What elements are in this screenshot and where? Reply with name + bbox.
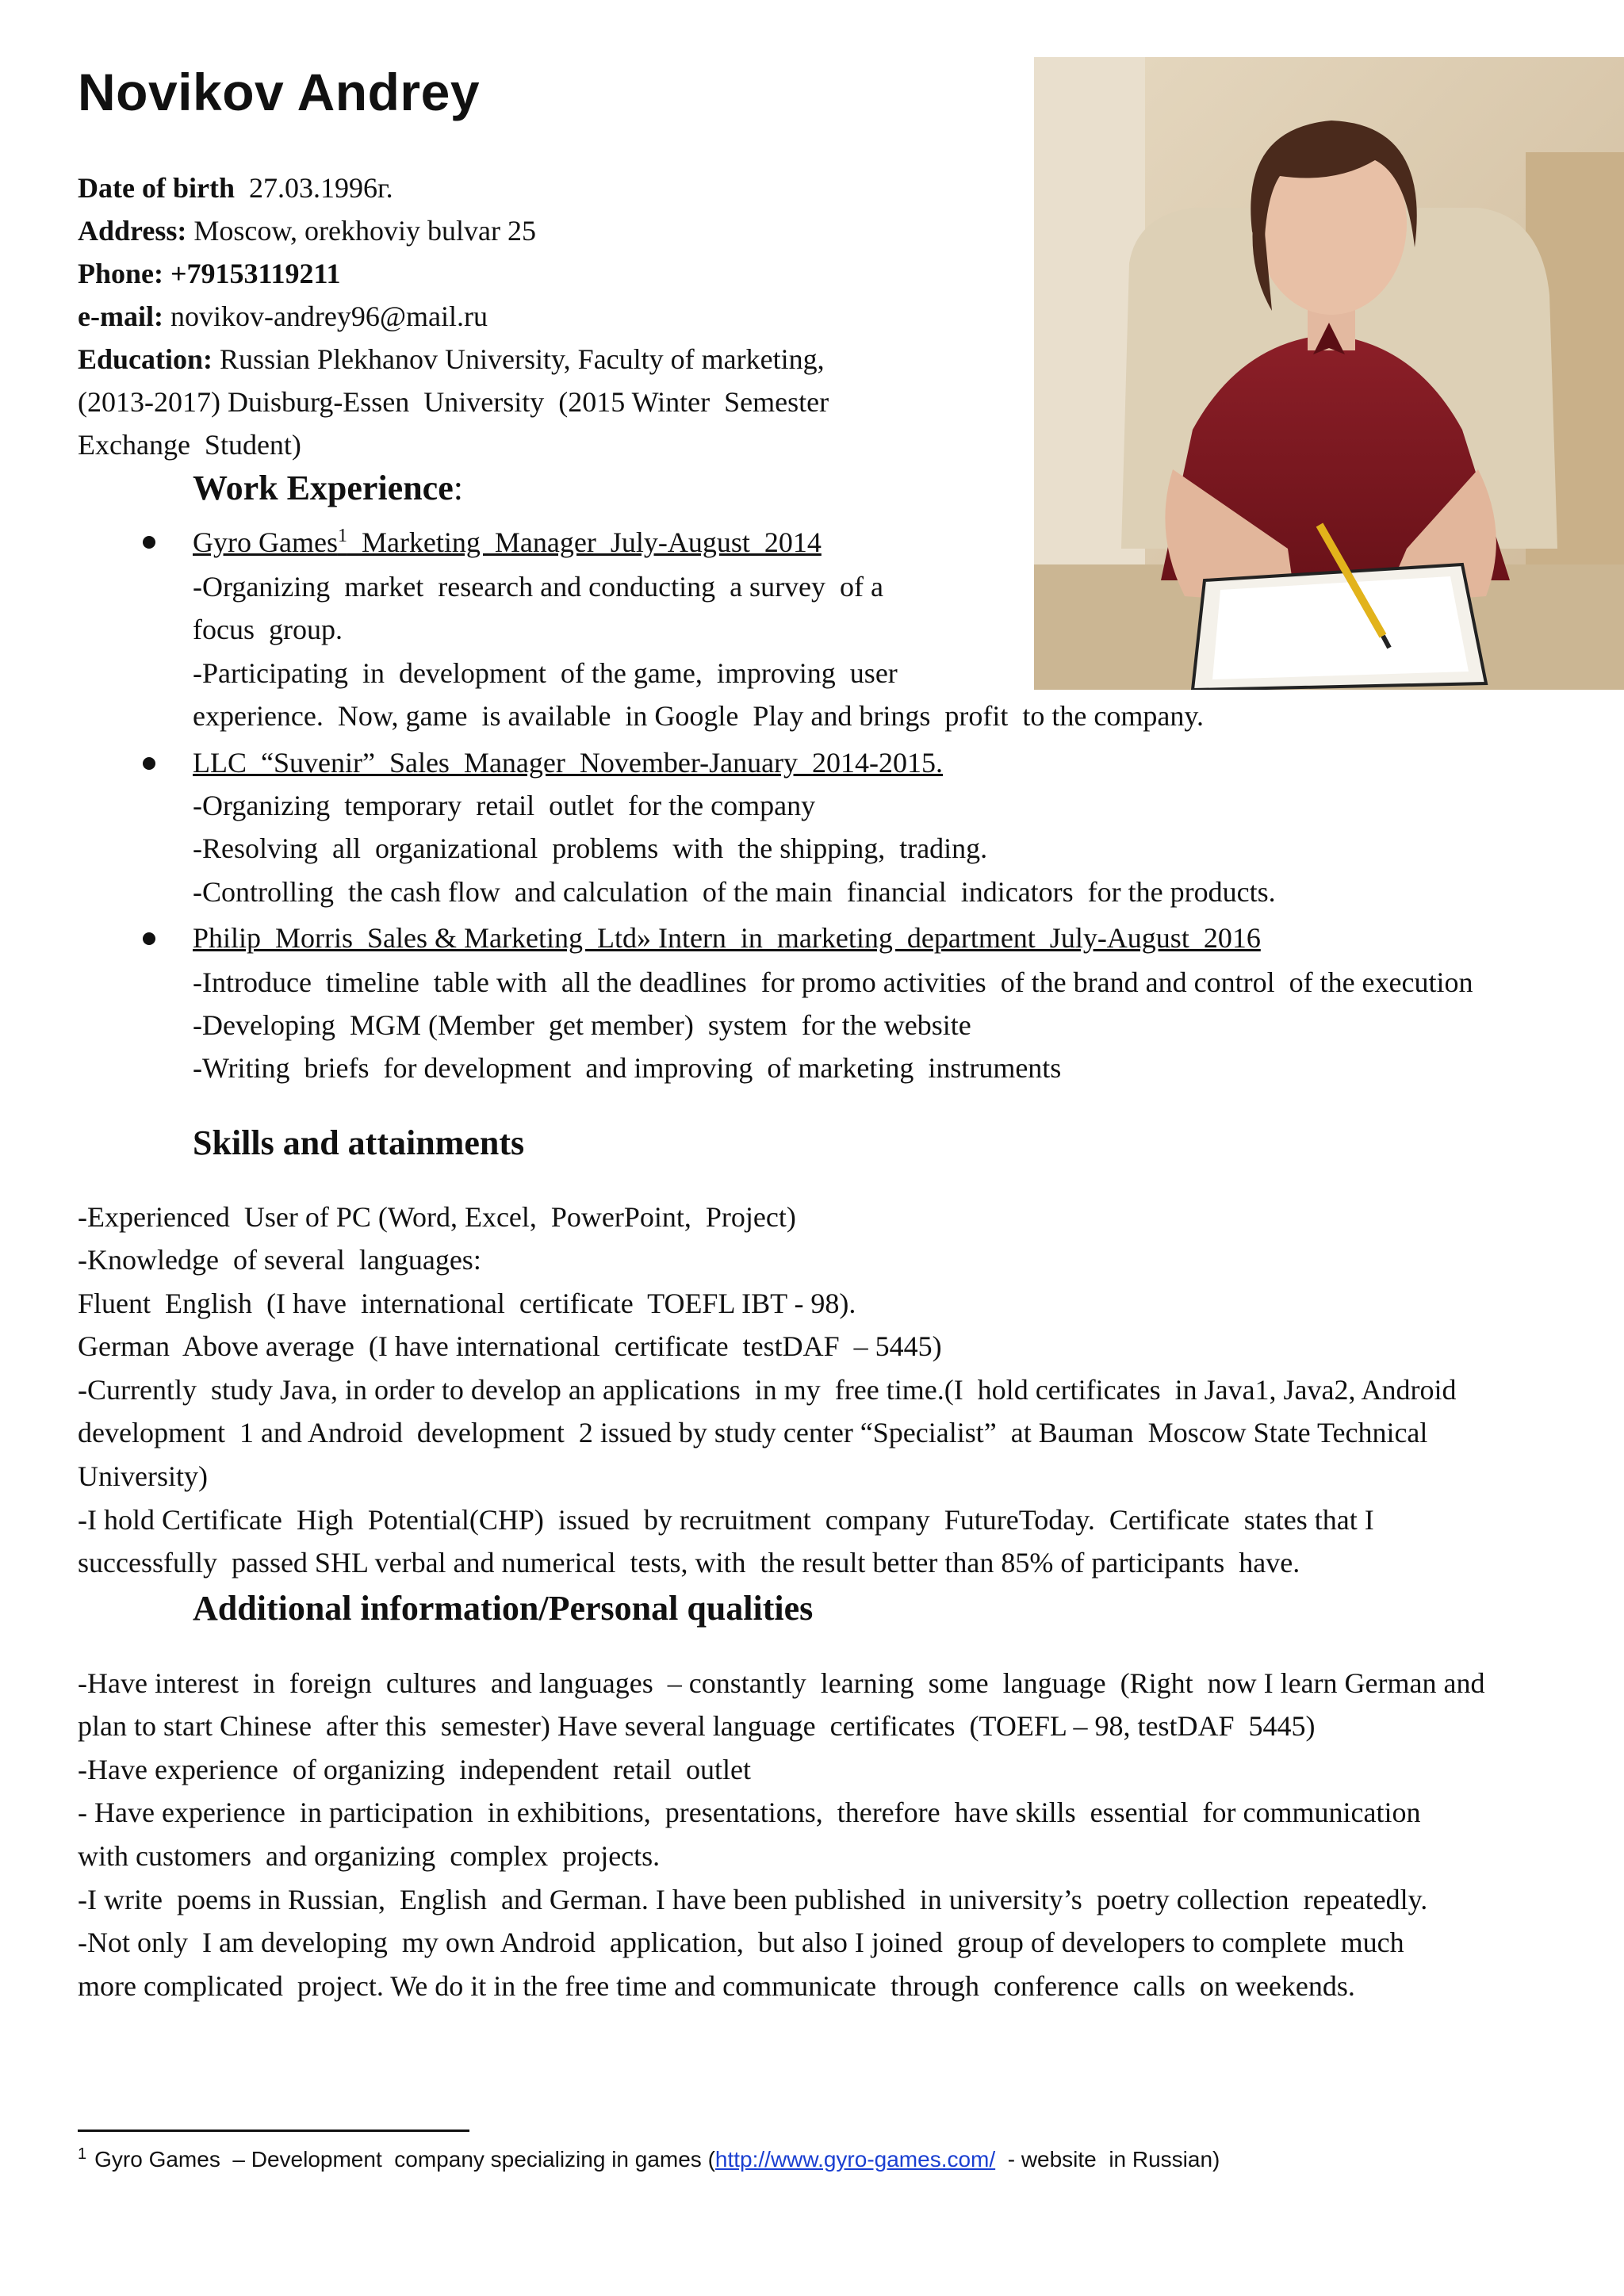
job-1-company: Gyro Games (193, 526, 338, 558)
skills-line-6: development 1 and Android development 2 issued by study center “Specialist” at Bauman Moscow State Technical (78, 1417, 1428, 1448)
footnote (78, 2144, 1220, 2175)
job-1-title (193, 521, 822, 564)
skills-line-5: -Currently study Java, in order to develop an applications in my free time.(I hold certificates in Java1, Java2, Android (78, 1374, 1457, 1406)
job-2-title: LLC “Suvenir” Sales Manager November-January 2014-2015. (193, 747, 944, 779)
education-line-2: (2013-2017) Duisburg-Essen University (2015 Winter Semester (78, 386, 829, 418)
job-2-line-3: -Controlling the cash flow and calculation of the main financial indicators for the products. (193, 876, 1276, 908)
job-3-title: Philip Morris Sales & Marketing Ltd» Intern in marketing department July-August 2016 (193, 922, 1261, 954)
job-1-line-3: -Participating in development of the game, improving user (193, 657, 898, 689)
address-label: Address: (78, 215, 187, 247)
skills-line-4: German Above average (I have international certificate testDAF – 5445) (78, 1330, 942, 1362)
skills-line-7: University) (78, 1460, 208, 1492)
footnote-marker: 1 (78, 2145, 87, 2163)
phone-value: +79153119211 (170, 258, 341, 289)
email-line (78, 295, 488, 338)
phone-label: Phone: (78, 258, 163, 289)
additional-line-4: - Have experience in participation in exhibitions, presentations, therefore have skills essential for communication (78, 1797, 1421, 1828)
address-value: Moscow, orekhoviy bulvar 25 (193, 215, 536, 247)
dob-value: 27.03.1996г. (248, 172, 393, 204)
footnote-separator (78, 2130, 469, 2132)
work-experience-heading (193, 466, 463, 511)
bullet-icon (143, 757, 155, 770)
job-1-line-4: experience. Now, game is available in Google Play and brings profit to the company. (193, 700, 1204, 732)
education-line-1 (78, 338, 825, 381)
skills-line-8: -I hold Certificate High Potential(CHP) issued by recruitment company FutureToday. Certificate states that I (78, 1504, 1374, 1536)
footnote-text: Gyro Games – Development company specializing in games ( (94, 2147, 715, 2172)
job-1-role: Marketing Manager July-August 2014 (347, 526, 822, 558)
additional-line-3: -Have experience of organizing independent retail outlet (78, 1754, 751, 1785)
bullet-icon (143, 536, 155, 549)
bullet-icon (143, 932, 155, 945)
job-1-line-2: focus group. (193, 614, 343, 645)
work-heading-text: Work Experience (193, 469, 454, 507)
phone-line (78, 252, 341, 295)
profile-photo (1034, 57, 1624, 690)
person-name: Novikov Andrey (78, 63, 481, 121)
job-2-line-1: -Organizing temporary retail outlet for the company (193, 790, 816, 821)
education-text-1: Russian Plekhanov University, Faculty of marketing, (220, 343, 825, 375)
additional-line-5: with customers and organizing complex projects. (78, 1840, 661, 1872)
job-1-line-1: -Organizing market research and conducting a survey of a (193, 571, 883, 603)
skills-line-2: -Knowledge of several languages: (78, 1244, 481, 1276)
additional-line-7: -Not only I am developing my own Android application, but also I joined group of developers to complete much (78, 1927, 1404, 1958)
email-value: novikov-andrey96@mail.ru (170, 300, 488, 332)
email-label: e-mail: (78, 300, 163, 332)
footnote-link[interactable]: http://www.gyro-games.com/ (714, 2147, 996, 2172)
additional-line-6: -I write poems in Russian, English and German. I have been published in university’s poetry collection repeatedly. (78, 1884, 1428, 1915)
skills-line-9: successfully passed SHL verbal and numerical tests, with the result better than 85% of participants have. (78, 1547, 1300, 1578)
skills-line-1: -Experienced User of PC (Word, Excel, PowerPoint, Project) (78, 1201, 796, 1233)
address-line (78, 209, 536, 252)
work-heading-colon: : (453, 469, 463, 507)
skills-heading: Skills and attainments (193, 1123, 525, 1162)
additional-line-2: plan to start Chinese after this semester) Have several language certificates (TOEFL – 98, testDAF 5445) (78, 1710, 1316, 1742)
footnote-ref[interactable]: 1 (337, 526, 347, 546)
education-line-3: Exchange Student) (78, 429, 301, 461)
education-label: Education: (78, 343, 213, 375)
footnote-text-after: - website in Russian) (995, 2147, 1220, 2172)
dob-line (78, 166, 393, 209)
additional-heading: Additional information/Personal qualities (193, 1589, 814, 1628)
additional-line-8: more complicated project. We do it in the free time and communicate through conference calls on weekends. (78, 1970, 1355, 2002)
dob-label: Date of birth (78, 172, 235, 204)
job-3-line-2: -Developing MGM (Member get member) system for the website (193, 1009, 971, 1041)
job-3-line-1: -Introduce timeline table with all the deadlines for promo activities of the brand and control of the execution (193, 966, 1473, 998)
skills-line-3: Fluent English (I have international certificate TOEFL IBT - 98). (78, 1288, 856, 1319)
additional-line-1: -Have interest in foreign cultures and languages – constantly learning some language (Right now I learn German and (78, 1667, 1485, 1699)
job-2-line-2: -Resolving all organizational problems with the shipping, trading. (193, 832, 988, 864)
job-3-line-3: -Writing briefs for development and improving of marketing instruments (193, 1052, 1062, 1084)
